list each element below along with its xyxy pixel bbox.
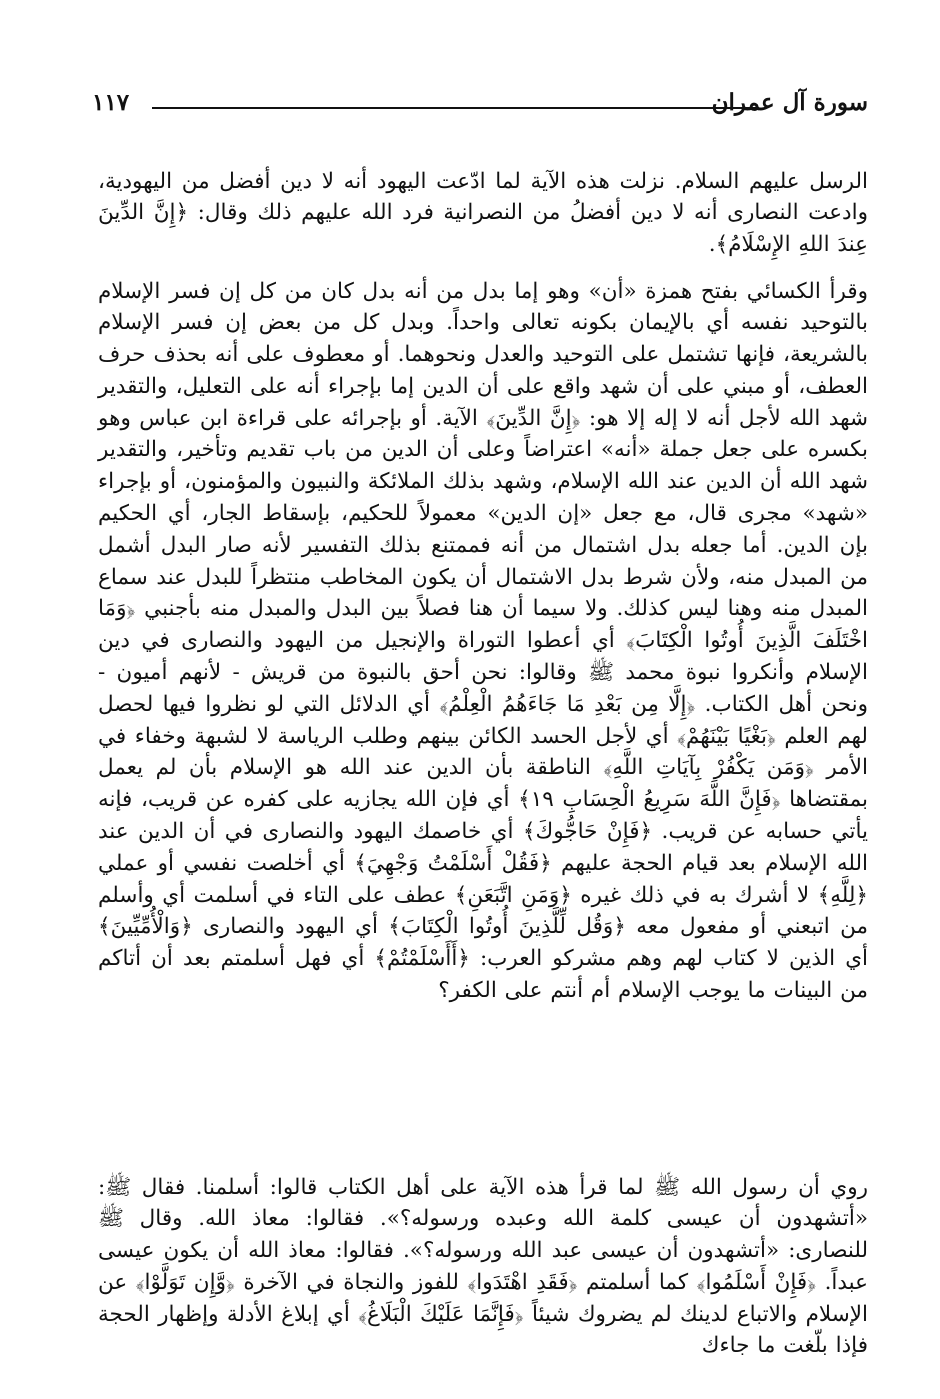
running-header xyxy=(92,88,868,122)
paragraph-3: روي أن رسول الله ﷺ لما قرأ هذه الآية على أهل الكتاب قالوا: أسلمنا. فقال ﷺ: «أتشهدون أن عيسى كلمة الله وعبده ورسوله؟». فقالوا: معاذ الله. وقال ﷺ للنصارى: «أتشهدون أن عيسى عبد الله ورسوله؟». فقالوا: معاذ الله أن يكون عيسى عبداً. ﴿فَإِنْ أَسْلَمُوا﴾ كما أسلمتم ﴿فَقَدِ اهْتَدَوا﴾ للفوز والنجاة في الآخرة ﴿وَّإِن تَوَلَّوْا﴾ عن الإسلام والاتباع لدينك لم يضروك شيئاً ﴿فَإِنَّمَا عَلَيْكَ الْبَلَاغُ﴾ أي إبلاغ الأدلة وإظهار الحجة فإذا بلّغت ما جاءك xyxy=(98,1174,868,1359)
surah-title: سورة آل عمران xyxy=(711,89,868,116)
header-rule xyxy=(152,107,758,109)
page-number: ١١٧ xyxy=(92,89,130,116)
paragraph-1: الرسل عليهم السلام. نزلت هذه الآية لما ادّعت اليهود أنه لا دين أفضل من اليهودية، وادعت النصارى أنه لا دين أفضلُ من النصرانية فرد الله عليهم ذلك وقال: ﴿إِنَّ الدِّينَ عِندَ اللهِ الإِسْلَامُ﴾. xyxy=(98,168,868,258)
paragraph-2: وقرأ الكسائي بفتح همزة «أن» وهو إما بدل من أنه بدل كان من كل إن فسر الإسلام بالتوحيد نفسه أي بالإيمان بكونه تعالى واحداً. وبدل كل من بعض إن فسر الإسلام بالشريعة، فإنها تشتمل على التوحيد والعدل ونحوهما. أو معطوف على أنه بحذف حرف العطف، أو مبني على أن شهد واقع على أن الدين إما بإجراء أنه على التعليل، والتقدير شهد الله لأجل أنه لا إله إلا هو: ﴿إِنَّ الدِّينَ﴾ الآية. أو بإجرائه على قراءة ابن عباس وهو بكسره على جعل جملة «أنه» اعتراضاً وعلى أن الدين من باب تقديم وتأخير، والتقدير شهد الله أن الدين عند الله الإسلام، وشهد بذلك الملائكة والنبيون والمؤمنون، أو بإجراء «شهد» مجرى قال، مع جعل «إن الدين» معمولاً للحكيم، بإسقاط الجار، أي الحكيم بإن الدين. أما جعله بدل اشتمال من أنه فممتنع بذلك التفسير لأنه صار البدل أشمل من المبدل منه، ولأن شرط بدل الاشتمال أن يكون المخاطب منتظراً للبدل عند سماع المبدل منه وهنا ليس كذلك. ولا سيما أن هنا فصلاً بين البدل والمبدل منه بأجنبي ﴿وَمَا اخْتَلَفَ الَّذِينَ أُوتُوا الْكِتَابَ﴾ أي أعطوا التوراة والإنجيل من اليهود والنصارى في دين الإسلام وأنكروا نبوة محمد ﷺ وقالوا: نحن أحق بالنبوة من قريش - لأنهم أميون - ونحن أهل الكتاب. ﴿إِلَّا مِن بَعْدِ مَا جَاءَهُمُ الْعِلْمُ﴾ أي الدلائل التي لو نظروا فيها لحصل لهم العلم ﴿بَغْيًا بَيْنَهُمْ﴾ أي لأجل الحسد الكائن بينهم وطلب الرياسة لا لشبهة وخفاء في الأمر ﴿وَمَن يَكْفُرْ بِآيَاتِ اللَّهِ﴾ الناطقة بأن الدين عند الله هو الإسلام بأن لم يعمل بمقتضاها ﴿فَإِنَّ اللَّهَ سَرِيعُ الْحِسَابِ ١٩﴾ أي فإن الله يجازيه على كفره عن قريب، فإنه يأتي حسابه عن قريب. ﴿فَإِنْ حَاجُّوكَ﴾ أي خاصمك اليهود والنصارى في أن الدين عند الله الإسلام بعد قيام الحجة عليهم ﴿فَقُلْ أَسْلَمْتُ وَجْهِيَ﴾ أي أخلصت نفسي أو عملي ﴿لِلَّهِ﴾ لا أشرك به في ذلك غيره ﴿وَمَنِ اتَّبَعَنِ﴾ عطف على التاء في أسلمت أي وأسلم من اتبعني أو مفعول معه ﴿وَقُل لِّلَّذِينَ أُوتُوا الْكِتَابَ﴾ أي اليهود والنصارى ﴿وَالْأُمِّيِّينَ﴾ أي الذين لا كتاب لهم وهم مشركو العرب: ﴿أَأَسْلَمْتُمْ﴾ أي فهل أسلمتم بعد أن أتاكم من البينات ما يوجب الإسلام أم أنتم على الكفر؟ xyxy=(98,278,868,1004)
